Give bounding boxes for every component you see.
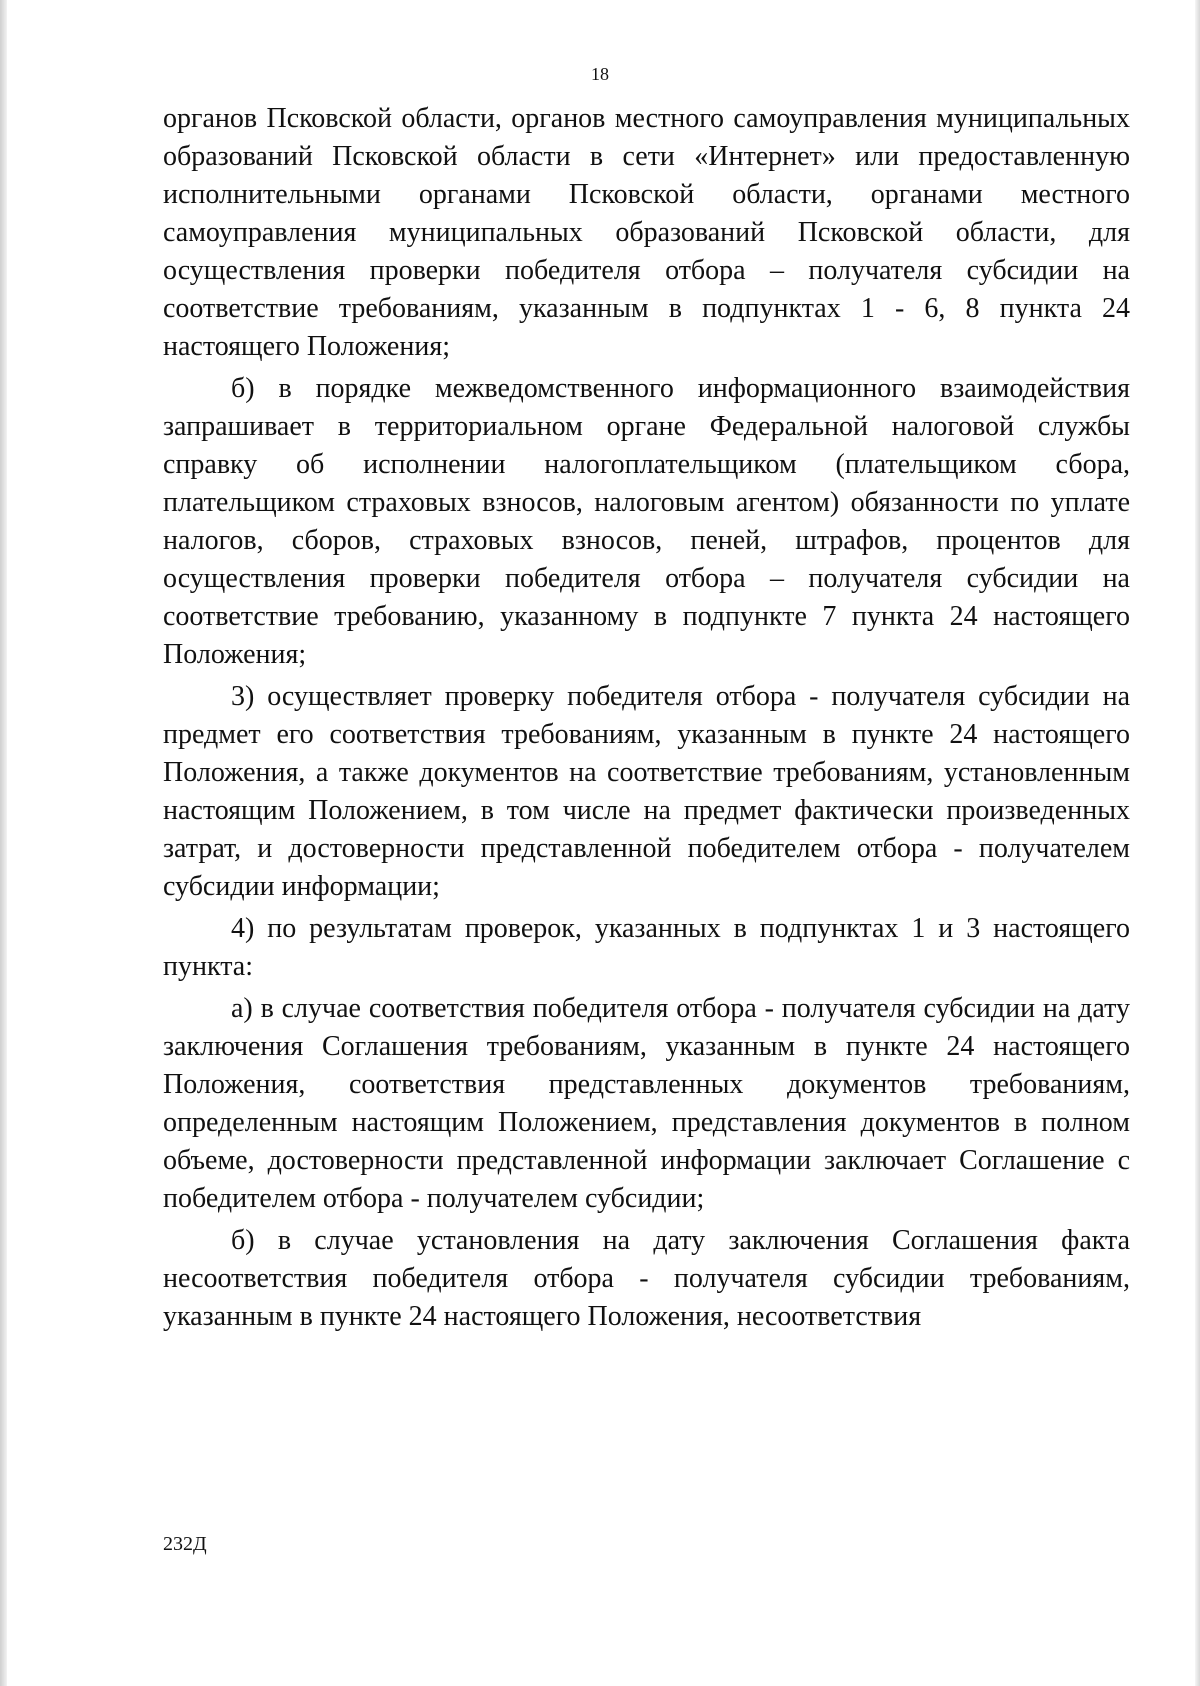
scan-shadow-right [1195, 0, 1200, 1686]
paragraph-continuation: органов Псковской области, органов местного самоуправления муниципальных образований Псковской области в сети «Интернет» или предоставленную исполнительными органами Псковской области, органами местного самоуправления муниципальных образований Псковской области, для осуществления проверки победителя отбора – получателя субсидии на соответствие требованиям, указанным в подпунктах 1 - 6, 8 пункта 24 настоящего Положения; [163, 103, 1130, 362]
paragraph-subitem-b: б) в порядке межведомственного информационного взаимодействия запрашивает в территориальном органе Федеральной налоговой службы справку об исполнении налогоплательщиком (плательщиком сбора, плательщиком страховых взносов, налоговым агентом) обязанности по уплате налогов, сборов, страховых взносов, пеней, штрафов, процентов для осуществления проверки победителя отбора – получателя субсидии на соответствие требованию, указанному в подпункте 7 пункта 24 настоящего Положения; [163, 373, 1130, 670]
document-code: 232Д [163, 1533, 207, 1555]
paragraph-subitem-a: а) в случае соответствия победителя отбора - получателя субсидии на дату заключения Соглашения требованиям, указанным в пункте 24 настоящего Положения, соответствия представленных документов требованиям, определенным настоящим Положением, представления документов в полном объеме, достоверности представленной информации заключает Соглашение с победителем отбора - получателем субсидии; [163, 993, 1130, 1214]
page-number: 18 [591, 64, 609, 84]
scan-shadow-left [0, 0, 7, 1686]
paragraph-subitem-b-2: б) в случае установления на дату заключения Соглашения факта несоответствия победителя отбора - получателя субсидии требованиям, указанным в пункте 24 настоящего Положения, несоответствия [163, 1225, 1130, 1332]
paragraph-item-4: 4) по результатам проверок, указанных в подпунктах 1 и 3 настоящего пункта: [163, 913, 1130, 982]
document-body [163, 100, 1130, 1336]
paragraph-item-3: 3) осуществляет проверку победителя отбора - получателя субсидии на предмет его соответствия требованиям, указанным в пункте 24 настоящего Положения, а также документов на соответствие требованиям, установленным настоящим Положением, в том числе на предмет фактически произведенных затрат, и достоверности представленной победителем отбора - получателем субсидии информации; [163, 681, 1130, 902]
